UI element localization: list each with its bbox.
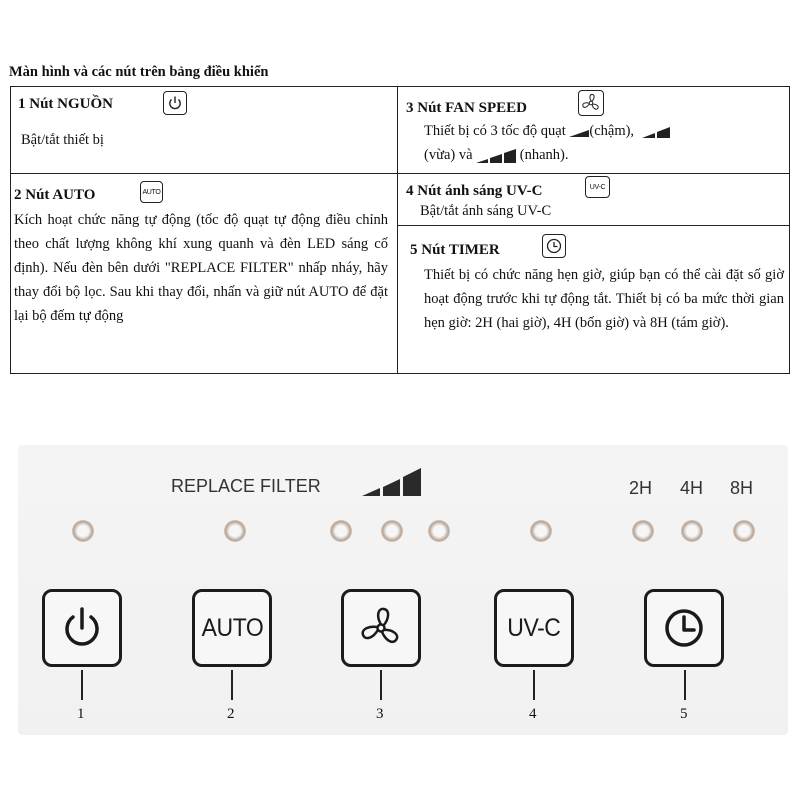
fan-speed-line-2b: (nhanh).	[519, 147, 569, 163]
fan-speed-line-1b: (chậm),	[589, 123, 635, 139]
leader-line-1	[81, 670, 83, 700]
callout-number-5: 5	[680, 706, 688, 722]
callout-number-1: 1	[77, 706, 85, 722]
led-replace-filter	[224, 520, 246, 542]
callout-number-4: 4	[529, 706, 537, 722]
callout-number-3: 3	[376, 706, 384, 722]
led-power	[72, 520, 94, 542]
auto-icon: AUTO	[140, 181, 163, 203]
uvc-section-text: Bật/tắt ánh sáng UV-C	[420, 203, 552, 219]
fan-speed-line-2	[424, 143, 568, 167]
timer-4h-label: 4H	[680, 478, 704, 498]
power-icon	[163, 91, 187, 115]
led-2h	[632, 520, 654, 542]
table-row-divider-right	[397, 173, 790, 174]
fan-speed-line-2a: (vừa) và	[424, 147, 473, 163]
uvc-icon: UV-C	[585, 176, 610, 198]
auto-section-title: 2 Nút AUTO	[14, 187, 96, 203]
speed-low-icon	[569, 127, 589, 137]
uvc-button[interactable]	[494, 589, 574, 667]
led-speed-2	[381, 520, 403, 542]
fan-speed-line-1	[424, 119, 670, 143]
table-row-divider-left	[10, 173, 398, 174]
auto-button-label: AUTO	[201, 613, 263, 642]
timer-8h-label: 8H	[730, 478, 754, 498]
leader-line-5	[684, 670, 686, 700]
speed-medium-icon	[642, 126, 670, 138]
uvc-button-label: UV-C	[507, 613, 561, 642]
led-speed-1	[330, 520, 352, 542]
led-uvc	[530, 520, 552, 542]
fan-icon	[354, 601, 408, 655]
power-icon	[58, 604, 106, 652]
uvc-section-title: 4 Nút ánh sáng UV-C	[406, 183, 543, 199]
timer-section-title: 5 Nút TIMER	[410, 242, 500, 258]
fan-speed-indicator-icon	[362, 466, 422, 496]
table-divider	[397, 86, 398, 374]
clock-icon	[659, 603, 709, 653]
auto-section-text: Kích hoạt chức năng tự động (tốc độ quạt tự động điều chỉnh theo chất lượng không khí xung quanh và đèn LED sáng cố định). Nếu đèn bên dưới "REPLACE FILTER" nhấp nháy, hãy thay đổi bộ lọc. Sau khi thay đổi, nhấn và giữ nút AUTO để đặt lại bộ đếm tự động	[14, 212, 388, 324]
fan-speed-section-title: 3 Nút FAN SPEED	[406, 100, 527, 116]
fan-icon	[578, 90, 604, 116]
power-section-title: 1 Nút NGUỒN	[18, 96, 114, 112]
led-4h	[681, 520, 703, 542]
replace-filter-label: REPLACE FILTER	[171, 476, 321, 496]
fan-speed-button[interactable]	[341, 589, 421, 667]
document-heading: Màn hình và các nút trên bảng điều khiển	[9, 64, 269, 80]
auto-button[interactable]	[192, 589, 272, 667]
timer-button[interactable]	[644, 589, 724, 667]
clock-icon	[542, 234, 566, 258]
leader-line-2	[231, 670, 233, 700]
leader-line-3	[380, 670, 382, 700]
power-section-text: Bật/tắt thiết bị	[21, 132, 104, 148]
timer-section-text: Thiết bị có chức năng hẹn giờ, giúp bạn có thể cài đặt số giờ hoạt động trước khi tự động tắt. Thiết bị có ba mức thời gian hẹn giờ: 2H (hai giờ), 4H (bốn giờ) và 8H (tám giờ).	[424, 267, 784, 331]
led-speed-3	[428, 520, 450, 542]
table-row-divider-right-2	[397, 225, 790, 226]
speed-high-icon	[476, 149, 516, 163]
callout-number-2: 2	[227, 706, 235, 722]
timer-2h-label: 2H	[629, 478, 653, 498]
power-button[interactable]	[42, 589, 122, 667]
led-8h	[733, 520, 755, 542]
fan-speed-line-1a: Thiết bị có 3 tốc độ quạt	[424, 123, 566, 139]
leader-line-4	[533, 670, 535, 700]
